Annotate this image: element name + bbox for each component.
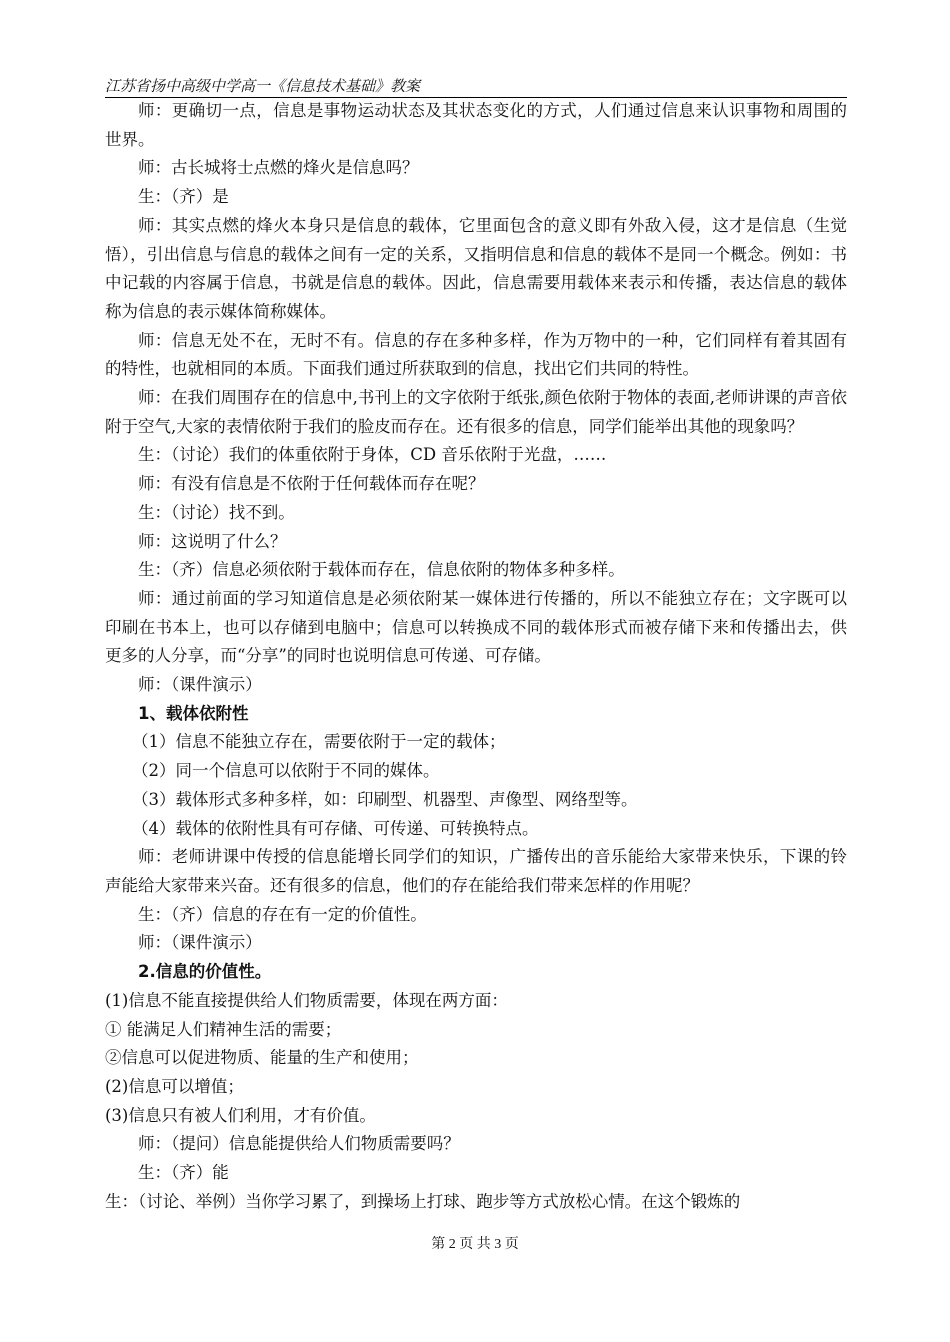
list-item: (1)信息不能直接提供给人们物质需要，体现在两方面： [105,990,508,1010]
list-item: （4）载体的依附性具有可存储、可传递、可转换特点。 [132,818,539,838]
document-body [105,97,847,1216]
list-item: （1）信息不能独立存在，需要依附于一定的载体； [132,732,506,752]
paragraph: 生：（齐）能 [138,1163,229,1183]
paragraph: 生：（齐）信息必须依附于载体而存在，信息依附的物体多种多样。 [138,560,625,580]
paragraph: 师：更确切一点，信息是事物运动状态及其状态变化的方式，人们通过信息来认识事物和周围的世界。 [105,101,847,149]
paragraph: 师：这说明了什么？ [138,531,287,551]
list-item: (2)信息可以增值； [105,1076,244,1096]
paragraph: 师：（提问）信息能提供给人们物质需要吗？ [138,1134,460,1154]
page-footer: 第 2 页 共 3 页 [431,1237,519,1252]
list-item: （3）载体形式多种多样，如：印刷型、机器型、声像型、网络型等。 [132,789,638,809]
paragraph: 师：信息无处不在，无时不有。信息的存在多种多样，作为万物中的一种，它们同样有着其固有的特性，也就相同的本质。下面我们通过所获取到的信息，找出它们共同的特性。 [105,330,847,379]
list-item: ②信息可以促进物质、能量的生产和使用； [105,1048,419,1068]
paragraph: 师：老师讲课中传授的信息能增长同学们的知识，广播传出的音乐能给大家带来快乐，下课的铃声能给大家带来兴奋。还有很多的信息，他们的存在能给我们带来怎样的作用呢？ [105,847,847,895]
paragraph: 生：（齐）信息的存在有一定的价值性。 [138,904,427,924]
paragraph: 生：（讨论）我们的体重依附于身体，CD 音乐依附于光盘，…… [138,445,607,465]
paragraph: 生：（讨论）找不到。 [138,502,295,522]
paragraph: 师：在我们周围存在的信息中,书刊上的文字依附于纸张,颜色依附于物体的表面,老师讲课的声音依附于空气,大家的表情依附于我们的脸皮而存在。还有很多的信息，同学们能举出其他的现象吗？ [105,388,847,436]
paragraph: 师：（课件演示） [138,675,262,695]
paragraph: 生：（讨论、举例）当你学习累了，到操场上打球、跑步等方式放松心情。在这个锻炼的 [105,1191,741,1211]
paragraph: 生：（齐）是 [138,187,229,207]
section-heading: 2.信息的价值性。 [138,962,272,982]
paragraph: 师：通过前面的学习知道信息是必须依附某一媒体进行传播的，所以不能独立存在；文字既可以印刷在书本上，也可以存储到电脑中；信息可以转换成不同的载体形式而被存储下来和传播出去，供更多的人分享，而“分享”的同时也说明信息可传递、可存储。 [105,588,847,666]
paragraph: 师：（课件演示） [138,933,262,953]
page-header: 江苏省扬中高级中学高一《信息技术基础》教案 [105,78,847,98]
list-item: ① 能满足人们精神生活的需要； [105,1019,342,1039]
section-heading: 1、载体依附性 [138,703,249,723]
paragraph: 师：有没有信息是不依附于任何载体而存在呢？ [138,474,485,494]
list-item: （2）同一个信息可以依附于不同的媒体。 [132,761,440,781]
list-item: (3)信息只有被人们利用，才有价值。 [105,1105,376,1125]
paragraph: 师：其实点燃的烽火本身只是信息的载体，它里面包含的意义即有外敌入侵，这才是信息（生觉悟），引出信息与信息的载体之间有一定的关系，又指明信息和信息的载体不是同一个概念。例如：书中记载的内容属于信息，书就是信息的载体。因此，信息需要用载体来表示和传播，表达信息的载体称为信息的表示媒体简称媒体。 [105,215,847,321]
paragraph: 师：古长城将士点燃的烽火是信息吗？ [138,158,419,178]
